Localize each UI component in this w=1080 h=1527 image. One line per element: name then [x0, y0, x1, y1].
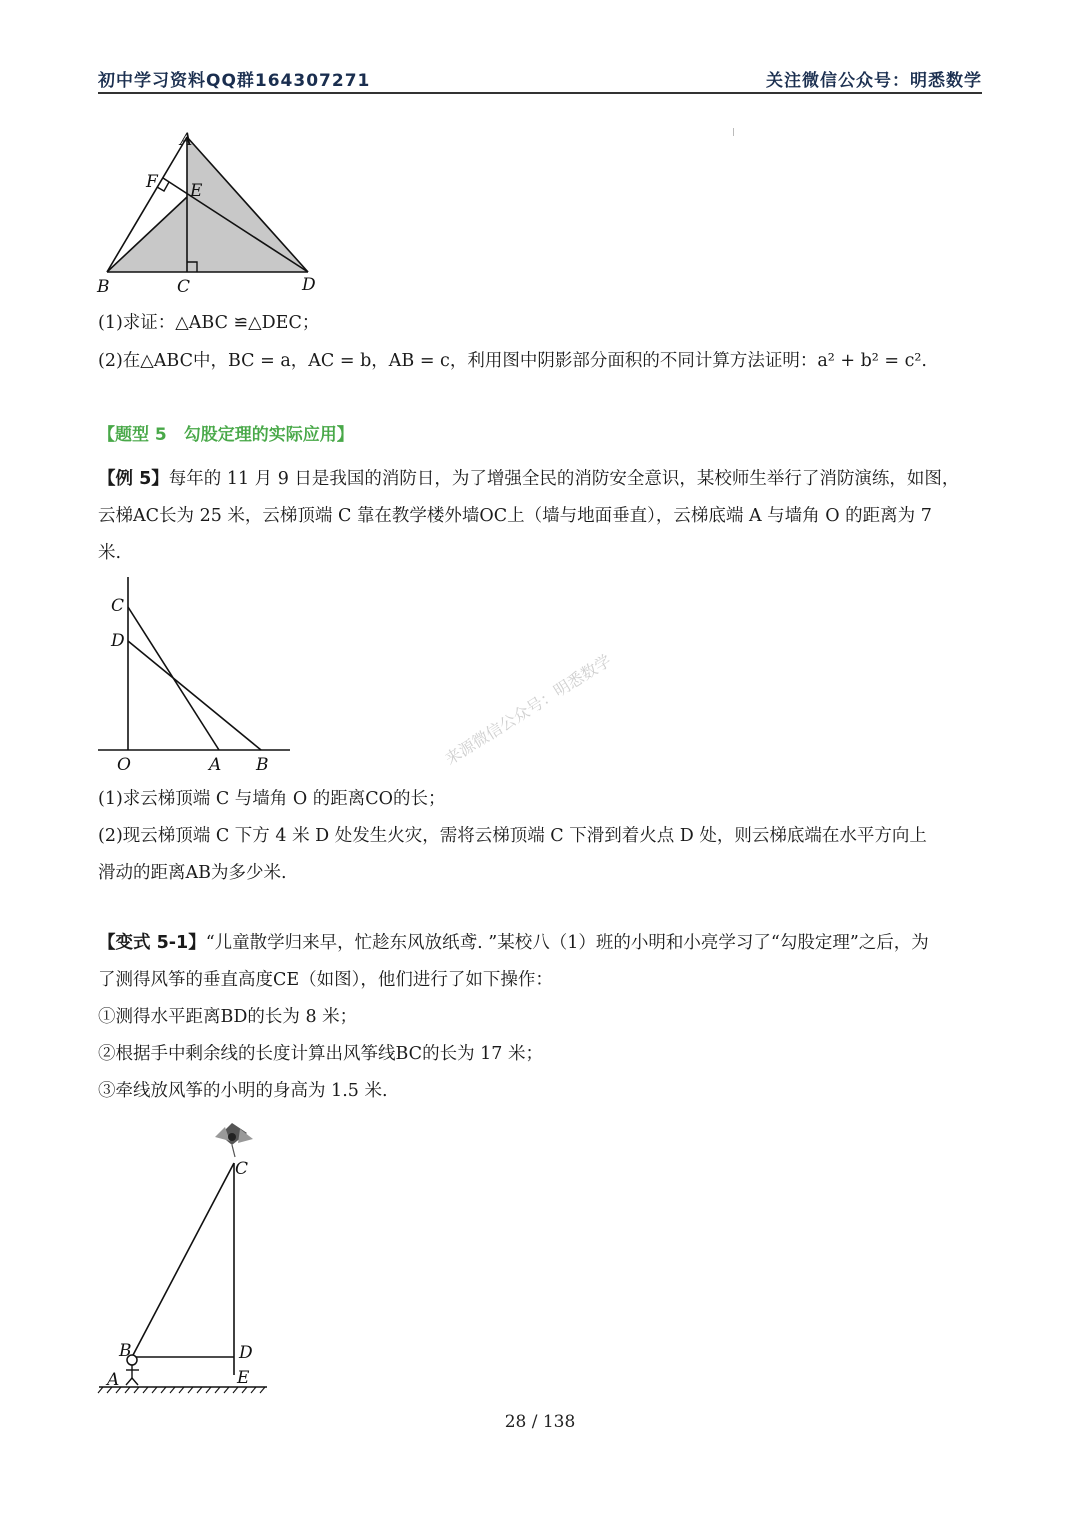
variant51-step1: ①测得水平距离BD的长为 8 米；	[98, 1007, 358, 1027]
label-F: F	[146, 172, 158, 192]
example5-line2: 云梯AC长为 25 米，云梯顶端 C 靠在教学楼外墙OC上（墙与地面垂直），云梯底端 A 与墙角 O 的距离为 7	[98, 506, 932, 526]
label-E: E	[190, 181, 203, 201]
label-B: B	[256, 755, 269, 775]
variant51-line1: 【变式 5-1】“儿童散学归来早，忙趁东风放纸鸢. ”某校八（1）班的小明和小亮学习了“勾股定理”之后，为	[98, 933, 929, 953]
header-qq-group: 初中学习资料QQ群164307271	[98, 71, 371, 91]
example5-question-2a: (2)现云梯顶端 C 下方 4 米 D 处发生火灾，需将云梯顶端 C 下滑到着火点 D 处，则云梯底端在水平方向上	[98, 826, 927, 846]
prev-question-2: (2)在△ABC中，BC = a，AC = b，AB = c，利用图中阴影部分面积的不同计算方法证明：a² + b² = c².	[98, 351, 927, 371]
kite-icon	[215, 1123, 253, 1157]
example5-tag: 【例 5】	[98, 469, 169, 489]
figure-kite	[95, 1115, 275, 1395]
prev-question-1: (1)求证：△ABC ≌△DEC；	[98, 313, 320, 333]
variant51-tag: 【变式 5-1】	[98, 933, 206, 953]
label-B: B	[97, 277, 110, 297]
label-C: C	[235, 1159, 249, 1179]
page-header	[98, 66, 982, 94]
variant51-step2: ②根据手中剩余线的长度计算出风筝线BC的长为 17 米；	[98, 1044, 543, 1064]
label-A: A	[107, 1370, 120, 1390]
watermark: 来源微信公众号：明悉数学	[441, 650, 615, 769]
figure-ladder	[95, 572, 295, 777]
section-title: 【题型 5 勾股定理的实际应用】	[98, 425, 354, 445]
label-B: B	[119, 1341, 132, 1361]
header-wechat: 关注微信公众号：明悉数学	[766, 71, 982, 91]
example5-line3: 米.	[98, 543, 122, 563]
label-C: C	[111, 596, 125, 616]
label-D: D	[239, 1343, 253, 1363]
variant51-line2: 了测得风筝的垂直高度CE（如图），他们进行了如下操作：	[98, 970, 553, 990]
label-D: D	[111, 631, 125, 651]
label-A: A	[209, 755, 222, 775]
label-E: E	[237, 1368, 250, 1388]
variant51-step3: ③牵线放风筝的小明的身高为 1.5 米.	[98, 1081, 388, 1101]
label-C: C	[177, 277, 191, 297]
figure-triangle-abc-dec	[90, 125, 330, 300]
page-number: 28 / 138	[504, 1412, 576, 1432]
scan-mark	[733, 128, 734, 136]
label-A: A	[180, 130, 193, 150]
example5-question-1: (1)求云梯顶端 C 与墙角 O 的距离CO的长；	[98, 789, 446, 809]
label-D: D	[302, 275, 316, 295]
example5-question-2b: 滑动的距离AB为多少米.	[98, 863, 287, 883]
example5-line1: 【例 5】每年的 11 月 9 日是我国的消防日，为了增强全民的消防安全意识，某校师生举行了消防演练，如图，	[98, 469, 960, 489]
label-O: O	[117, 755, 131, 775]
